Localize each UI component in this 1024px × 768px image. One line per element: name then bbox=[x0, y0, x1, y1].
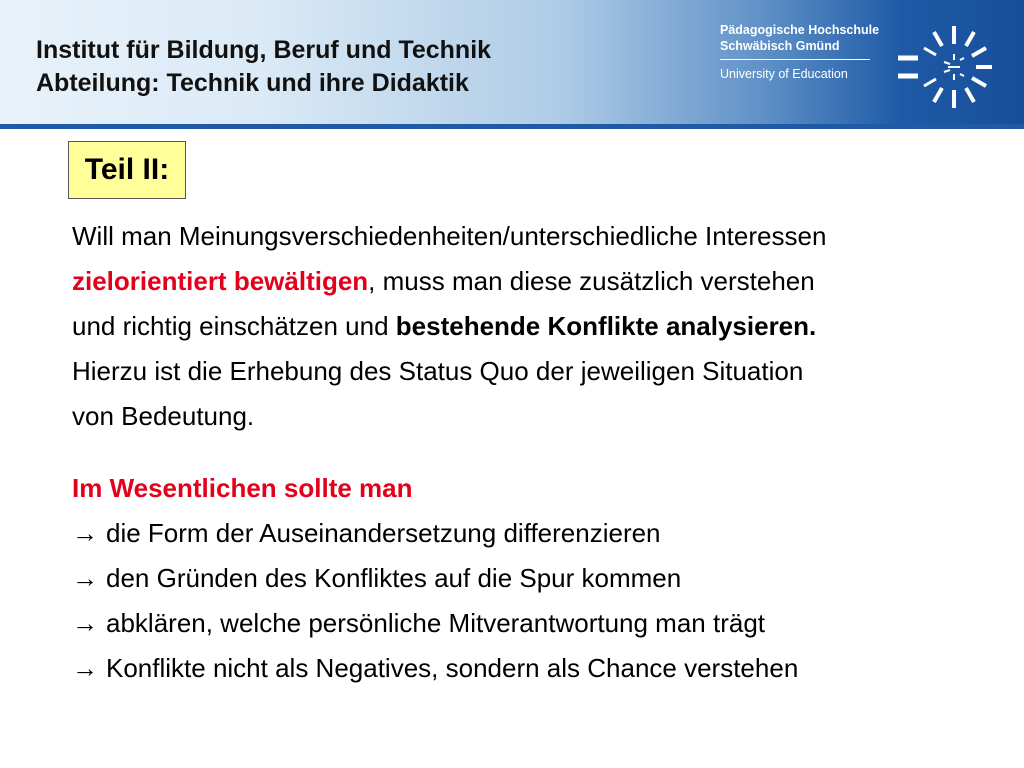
paragraph-line-4: Hierzu ist die Erhebung des Status Quo der jeweiligen Situation bbox=[72, 356, 804, 386]
institute-line: Institut für Bildung, Beruf und Technik bbox=[36, 36, 492, 64]
list-item-text: abklären, welche persönliche Mitverantwortung man trägt bbox=[106, 608, 766, 638]
sunburst-logo-icon bbox=[888, 18, 1008, 114]
logo-line-3: University of Education bbox=[720, 67, 848, 81]
logo-line-2: Schwäbisch Gmünd bbox=[720, 39, 840, 53]
list-item-text: den Gründen des Konfliktes auf die Spur kommen bbox=[106, 563, 682, 593]
paragraph-line-5: von Bedeutung. bbox=[72, 401, 255, 431]
intro-paragraph bbox=[72, 214, 826, 439]
section-title: Teil II: bbox=[84, 153, 170, 186]
list-item bbox=[72, 646, 798, 691]
list-item-text: Konflikte nicht als Negatives, sondern als Chance verstehen bbox=[106, 653, 799, 683]
paragraph-text: , muss man diese zusätzlich verstehen bbox=[368, 266, 815, 296]
logo-divider bbox=[720, 59, 870, 60]
section-title-box bbox=[68, 141, 186, 199]
paragraph-line-2 bbox=[72, 259, 826, 304]
arrow-right-icon: → bbox=[72, 518, 98, 548]
list-item bbox=[72, 556, 798, 601]
header-banner bbox=[0, 0, 1024, 124]
university-logo-text bbox=[720, 22, 879, 82]
paragraph-line-1: Will man Meinungsverschiedenheiten/unterschiedliche Interessen bbox=[72, 221, 827, 251]
paragraph-line-3 bbox=[72, 304, 826, 349]
institute-title bbox=[36, 34, 491, 100]
logo-line-1: Pädagogische Hochschule bbox=[720, 23, 880, 37]
list-item-text: die Form der Auseinandersetzung differenzieren bbox=[106, 518, 661, 548]
list-item bbox=[72, 511, 798, 556]
paragraph-text: und richtig einschätzen und bbox=[72, 311, 396, 341]
department-line: Abteilung: Technik und ihre Didaktik bbox=[36, 69, 469, 97]
list-item bbox=[72, 601, 798, 646]
bold-text: bestehende Konflikte analysieren. bbox=[395, 311, 817, 341]
arrow-right-icon: → bbox=[72, 608, 98, 638]
recommendation-list bbox=[72, 466, 798, 691]
header-divider bbox=[0, 124, 1024, 129]
list-heading: Im Wesentlichen sollte man bbox=[72, 473, 413, 503]
arrow-right-icon: → bbox=[72, 563, 98, 593]
highlight-text: zielorientiert bewältigen bbox=[72, 266, 369, 296]
arrow-right-icon: → bbox=[72, 653, 98, 683]
